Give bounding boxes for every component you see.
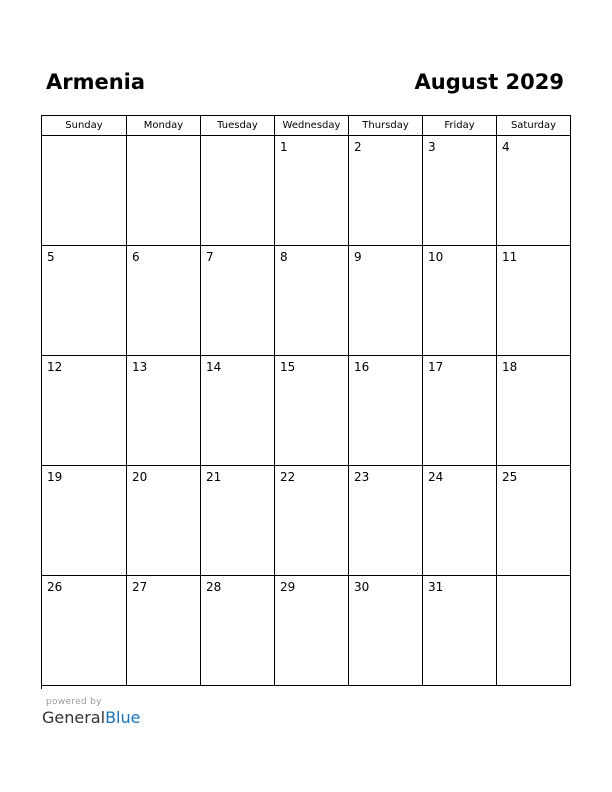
day-cell bbox=[42, 466, 127, 576]
day-number: 25 bbox=[502, 470, 518, 484]
day-cell bbox=[201, 246, 275, 356]
day-cell bbox=[349, 356, 423, 466]
day-cell bbox=[275, 466, 349, 576]
brand-general-text: General bbox=[42, 708, 106, 727]
calendar-grid bbox=[41, 115, 571, 689]
day-cell bbox=[423, 576, 497, 686]
day-cell bbox=[349, 466, 423, 576]
day-cell bbox=[349, 136, 423, 246]
day-number: 20 bbox=[132, 470, 148, 484]
day-cell bbox=[42, 576, 127, 686]
week-row bbox=[42, 356, 571, 466]
day-cell bbox=[497, 356, 571, 466]
day-number: 22 bbox=[280, 470, 296, 484]
day-number: 28 bbox=[206, 580, 222, 594]
weekday-header: Tuesday bbox=[201, 116, 275, 136]
day-cell bbox=[127, 246, 201, 356]
month-year-title: August 2029 bbox=[414, 70, 564, 94]
day-number: 26 bbox=[47, 580, 63, 594]
day-number: 31 bbox=[428, 580, 444, 594]
generalblue-logo bbox=[42, 708, 140, 727]
brand-blue-text: Blue bbox=[105, 708, 141, 727]
day-number: 21 bbox=[206, 470, 222, 484]
day-cell bbox=[349, 246, 423, 356]
day-cell bbox=[201, 466, 275, 576]
day-cell bbox=[127, 466, 201, 576]
day-cell bbox=[349, 576, 423, 686]
day-cell bbox=[201, 576, 275, 686]
day-cell bbox=[275, 246, 349, 356]
day-number: 18 bbox=[502, 360, 518, 374]
weekday-header: Friday bbox=[423, 116, 497, 136]
week-row bbox=[42, 246, 571, 356]
day-number: 23 bbox=[354, 470, 370, 484]
day-number: 6 bbox=[132, 250, 140, 264]
day-number: 1 bbox=[280, 140, 288, 154]
day-cell bbox=[423, 246, 497, 356]
day-cell bbox=[275, 136, 349, 246]
day-number: 13 bbox=[132, 360, 148, 374]
day-cell bbox=[201, 356, 275, 466]
day-cell bbox=[127, 356, 201, 466]
day-number: 12 bbox=[47, 360, 63, 374]
powered-by-label: powered by bbox=[46, 697, 102, 707]
day-number: 5 bbox=[47, 250, 55, 264]
day-cell bbox=[423, 356, 497, 466]
day-cell bbox=[497, 246, 571, 356]
day-cell bbox=[497, 136, 571, 246]
country-title: Armenia bbox=[46, 70, 146, 94]
weekday-header: Monday bbox=[127, 116, 201, 136]
weekday-header: Wednesday bbox=[275, 116, 349, 136]
week-row bbox=[42, 466, 571, 576]
weekday-header: Thursday bbox=[349, 116, 423, 136]
day-number: 24 bbox=[428, 470, 444, 484]
day-number: 17 bbox=[428, 360, 444, 374]
day-number: 8 bbox=[280, 250, 288, 264]
day-number: 14 bbox=[206, 360, 222, 374]
weekday-header-row bbox=[42, 116, 571, 136]
day-cell bbox=[497, 576, 571, 686]
day-cell bbox=[275, 356, 349, 466]
week-row bbox=[42, 576, 571, 686]
day-number: 10 bbox=[428, 250, 444, 264]
day-cell bbox=[423, 466, 497, 576]
day-number: 15 bbox=[280, 360, 296, 374]
weekday-header: Saturday bbox=[497, 116, 571, 136]
day-cell bbox=[42, 136, 127, 246]
day-cell bbox=[127, 576, 201, 686]
day-cell bbox=[42, 356, 127, 466]
day-cell bbox=[127, 136, 201, 246]
day-cell bbox=[497, 466, 571, 576]
day-number: 9 bbox=[354, 250, 362, 264]
day-number: 27 bbox=[132, 580, 148, 594]
day-number: 29 bbox=[280, 580, 296, 594]
day-number: 2 bbox=[354, 140, 362, 154]
weekday-header: Sunday bbox=[42, 116, 127, 136]
day-cell bbox=[42, 246, 127, 356]
week-row bbox=[42, 136, 571, 246]
day-cell bbox=[201, 136, 275, 246]
day-number: 7 bbox=[206, 250, 214, 264]
day-number: 3 bbox=[428, 140, 436, 154]
day-cell bbox=[423, 136, 497, 246]
day-number: 30 bbox=[354, 580, 370, 594]
day-number: 19 bbox=[47, 470, 63, 484]
day-cell bbox=[275, 576, 349, 686]
day-number: 4 bbox=[502, 140, 510, 154]
day-number: 16 bbox=[354, 360, 370, 374]
day-number: 11 bbox=[502, 250, 518, 264]
